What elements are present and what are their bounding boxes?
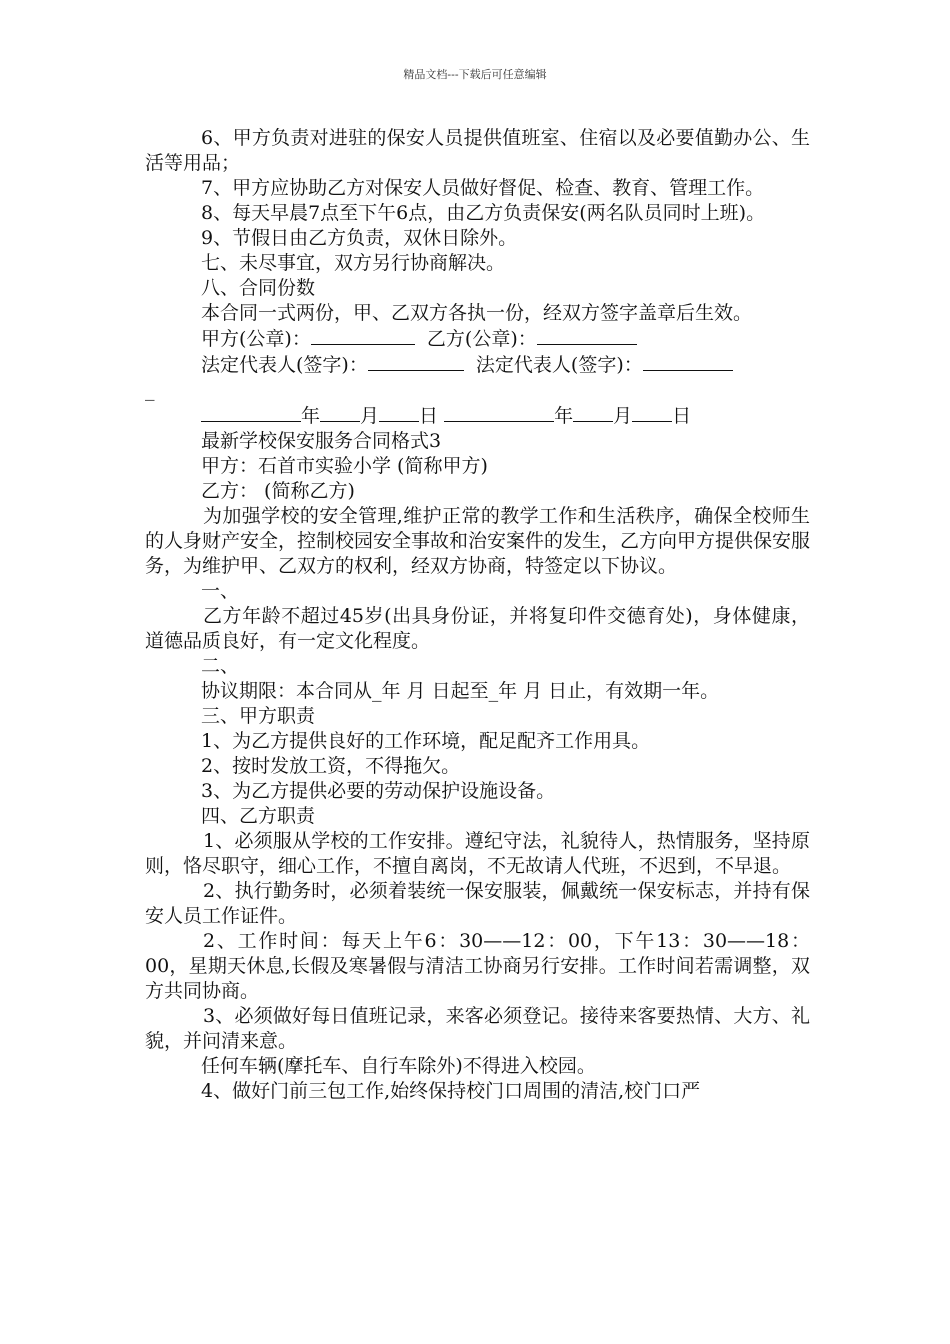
duty-b-item: 4、做好门前三包工作,始终保持校门口周围的清洁,校门口严 <box>201 1080 701 1102</box>
section-one-heading: 一、 <box>201 580 240 602</box>
duties-a-title: 三、甲方职责 <box>201 705 316 727</box>
date-a-day-blank <box>379 403 419 422</box>
duty-b-item: 3、必须做好每日值班记录，来客必须登记。接待来客要热情、大方、礼貌，并问清来意。 <box>145 1005 810 1052</box>
date-a-year: 年 <box>301 405 321 427</box>
date-line <box>145 403 810 429</box>
party-a-seal-label: 甲方(公章)： <box>201 328 311 350</box>
date-a-year-blank <box>201 403 301 422</box>
date-b-month: 月 <box>613 405 633 427</box>
section-two-heading: 二、 <box>201 655 240 677</box>
duty-b-item: 2、工作时间：每天上午6：30——12：00，下午13：30——18：00，星期天休息,长假及寒暑假与清洁工协商另行安排。工作时间若需调整，双方共同协商。 <box>145 930 810 1002</box>
party-b-seal-blank <box>537 326 637 345</box>
intro-paragraph: 为加强学校的安全管理,维护正常的教学工作和生活秩序，确保全校师生的人身财产安全，控制校园安全事故和治安案件的发生，乙方向甲方提供保安服务，为维护甲、乙双方的权利，经双方协商，特签定以下协议。 <box>145 505 811 577</box>
duty-a-item: 1、为乙方提供良好的工作环境，配足配齐工作用具。 <box>201 730 651 752</box>
date-a-month: 月 <box>360 405 380 427</box>
clause-7: 7、甲方应协助乙方对保安人员做好督促、检查、教育、管理工作。 <box>201 177 765 199</box>
party-a-line: 甲方：石首市实验小学 (简称甲方) <box>201 455 488 477</box>
duty-a-item: 3、为乙方提供必要的劳动保护设施设备。 <box>201 780 556 802</box>
duty-b-item: 2、执行勤务时，必须着装统一保安服装，佩戴统一保安标志，并持有保安人员工作证件。 <box>145 880 810 927</box>
rep-b-blank <box>643 352 733 371</box>
rep-a-label: 法定代表人(签字)： <box>201 354 368 376</box>
contract-title: 最新学校保安服务合同格式3 <box>201 430 442 452</box>
date-a-month-blank <box>320 403 360 422</box>
age-paragraph: 乙方年龄不超过45岁(出具身份证，并将复印件交德育处)，身体健康，道德品质良好，有一定文化程度。 <box>145 605 810 652</box>
clause-6: 6、甲方负责对进驻的保安人员提供值班室、住宿以及必要值勤办公、生活等用品； <box>145 127 810 174</box>
party-a-seal-blank <box>311 326 415 345</box>
duty-a-item: 2、按时发放工资，不得拖欠。 <box>201 755 461 777</box>
party-b-seal-label: 乙方(公章)： <box>426 328 537 350</box>
date-b-day-blank <box>632 403 672 422</box>
section-8-text: 本合同一式两份，甲、乙双方各执一份，经双方签字盖章后生效。 <box>201 302 753 324</box>
document-body <box>145 126 810 1104</box>
stray-dash: _ <box>145 379 155 401</box>
party-b-line: 乙方： (简称乙方) <box>201 480 355 502</box>
section-7: 七、未尽事宜，双方另行协商解决。 <box>201 252 506 274</box>
duty-b-item: 1、必须服从学校的工作安排。遵纪守法，礼貌待人，热情服务，坚持原则，恪尽职守，细心工作，不擅自离岗，不无故请人代班，不迟到，不早退。 <box>145 830 810 877</box>
date-b-month-blank <box>573 403 613 422</box>
duties-b-title: 四、乙方职责 <box>201 805 316 827</box>
period-paragraph: 协议期限：本合同从_年 月 日起至_年 月 日止，有效期一年。 <box>201 680 720 702</box>
rep-a-blank <box>368 352 464 371</box>
clause-9: 9、节假日由乙方负责，双休日除外。 <box>201 227 518 249</box>
clause-8: 8、每天早晨7点至下午6点，由乙方负责保安(两名队员同时上班)。 <box>201 202 766 224</box>
date-b-year: 年 <box>554 405 574 427</box>
date-b-day: 日 <box>672 405 692 427</box>
representative-line <box>145 352 810 378</box>
party-seal-line <box>145 326 810 352</box>
date-a-day: 日 <box>419 405 439 427</box>
page-header: 精品文档---下载后可任意编辑 <box>403 68 547 81</box>
date-b-year-blank <box>444 403 554 422</box>
duty-b-item: 任何车辆(摩托车、自行车除外)不得进入校园。 <box>201 1055 596 1077</box>
rep-b-label: 法定代表人(签字)： <box>475 354 643 376</box>
section-8-title: 八、合同份数 <box>201 277 316 299</box>
